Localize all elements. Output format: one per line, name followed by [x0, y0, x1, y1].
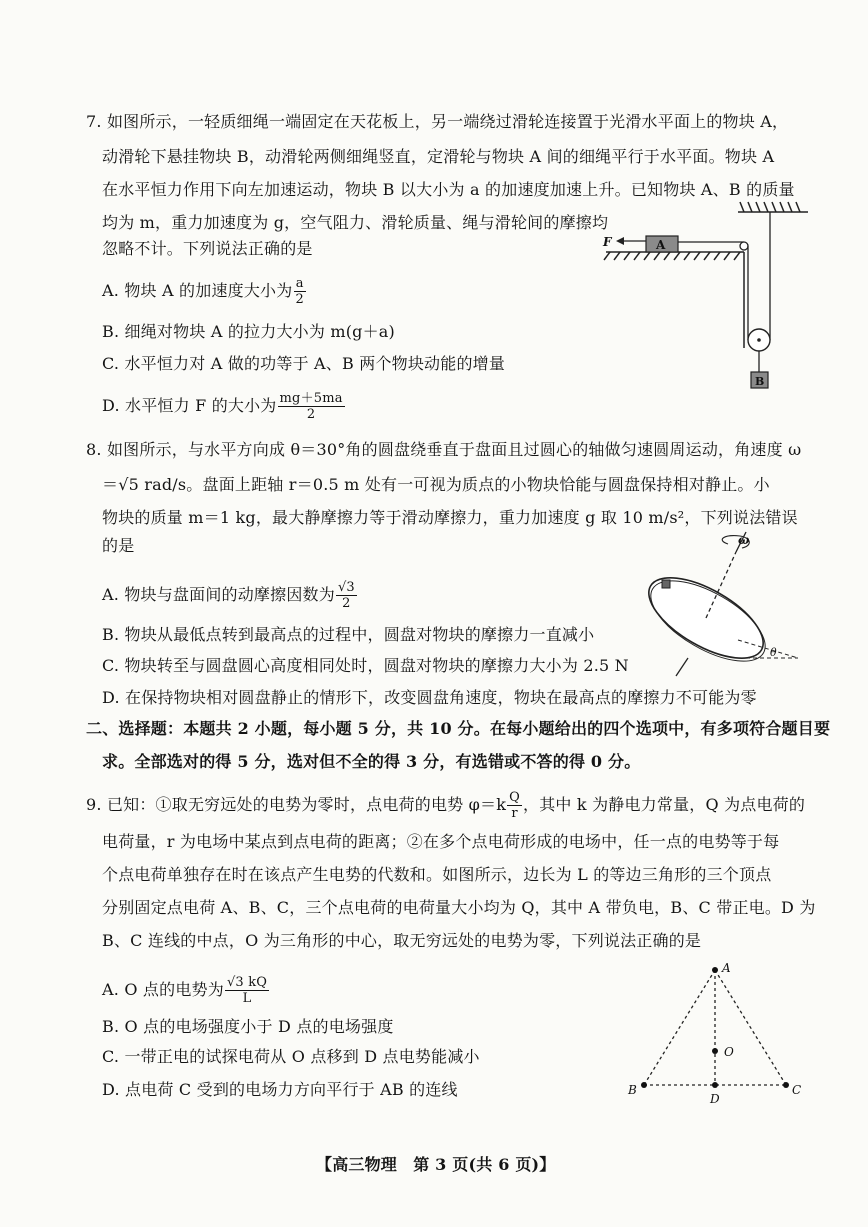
q9-stem-text-b: ，其中 k 为静电力常量，Q 为点电荷的	[523, 795, 806, 814]
omega-label: ω	[738, 533, 750, 547]
q8-option-d: D. 在保持物块相对圆盘静止的情形下，改变圆盘角速度，物块在最高点的摩擦力不可能为零	[102, 688, 757, 707]
page-footer: 【高三物理 第 3 页(共 6 页)】	[316, 1155, 556, 1174]
q8-disk-figure	[628, 530, 803, 680]
q9-stem-line-5: B、C 连线的中点，O 为三角形的中心，取无穷远处的电势为零，下列说法正确的是	[102, 931, 702, 950]
section-2-heading-line-1: 二、选择题：本题共 2 小题，每小题 5 分，共 10 分。在每小题给出的四个选项中，有多项符合题目要	[86, 719, 831, 738]
q9-option-a-text: A. O 点的电势为	[102, 980, 224, 999]
q9-option-c: C. 一带正电的试探电荷从 O 点移到 D 点电势能减小	[102, 1047, 480, 1066]
q9-stem-line-2: 电荷量，r 为电场中某点到点电荷的距离；②在多个点电荷形成的电场中，任一点的电势等于每	[102, 832, 780, 851]
q8-option-a-text: A. 物块与盘面间的动摩擦因数为	[102, 585, 335, 604]
fixed-pulley	[740, 242, 748, 250]
q9-potential-denominator: r	[511, 806, 518, 821]
q8-option-a-fraction	[336, 580, 357, 611]
q7-option-a-text: A. 物块 A 的加速度大小为	[102, 281, 293, 300]
q8-option-b: B. 物块从最低点转到最高点的过程中，圆盘对物块的摩擦力一直减小	[102, 625, 595, 644]
q7-stem-line-4: 均为 m，重力加速度为 g，空气阻力、滑轮质量、绳与滑轮间的摩擦均	[102, 213, 609, 232]
q7-option-c: C. 水平恒力对 A 做的功等于 A、B 两个物块动能的增量	[102, 354, 506, 373]
q8-stem-line-3: 物块的质量 m＝1 kg，最大静摩擦力等于滑动摩擦力，重力加速度 g 取 10 m/s²，下列说法错误	[102, 508, 798, 527]
rotation-axis-lower	[676, 658, 688, 676]
small-block	[662, 580, 670, 588]
q7-option-a-numerator: a	[295, 276, 304, 291]
q7-pulley-figure	[598, 198, 808, 398]
q9-potential-numerator: Q	[509, 790, 520, 805]
q8-stem-line-4: 的是	[102, 536, 135, 555]
q7-stem-line-2: 动滑轮下悬挂物块 B，动滑轮两侧细绳竖直，定滑轮与物块 A 间的细绳平行于水平面。物块 A	[102, 147, 775, 166]
edge-ac	[715, 970, 786, 1085]
midpoint-d-point	[712, 1082, 718, 1088]
label-b: B	[628, 1083, 637, 1097]
theta-label: θ	[770, 646, 777, 659]
q7-option-a	[102, 276, 307, 307]
q9-option-a-numerator: √3 kQ	[226, 975, 268, 990]
center-o-point	[712, 1048, 718, 1054]
q9-option-b: B. O 点的电场强度小于 D 点的电场强度	[102, 1017, 394, 1036]
q7-option-b: B. 细绳对物块 A 的拉力大小为 m(g＋a)	[102, 322, 395, 341]
movable-pulley-axle	[757, 338, 761, 342]
vertex-c-charge	[783, 1082, 789, 1088]
label-a: A	[722, 961, 731, 975]
block-b-label: B	[755, 375, 765, 388]
q7-option-a-denominator: 2	[295, 292, 304, 307]
vertex-a-charge	[712, 967, 718, 973]
q9-option-a-fraction	[225, 975, 269, 1006]
q7-option-d-text: D. 水平恒力 F 的大小为	[102, 396, 277, 415]
q9-stem-line-1	[86, 790, 805, 821]
q7-option-d-denominator: 2	[306, 407, 316, 422]
q7-option-a-fraction	[293, 276, 305, 307]
force-f-arrowhead	[616, 237, 624, 245]
label-d: D	[710, 1092, 720, 1106]
q9-stem-line-4: 分别固定点电荷 A、B、C，三个点电荷的电荷量大小均为 Q，其中 A 带负电，B、C 带正电。D 为	[102, 898, 816, 917]
q7-stem-line-1: 7. 如图所示，一轻质细绳一端固定在天花板上，另一端绕过滑轮连接置于光滑水平面上的物块 A，	[86, 112, 789, 131]
force-f-label: F	[603, 235, 612, 249]
ceiling	[738, 202, 808, 212]
q8-option-a-numerator: √3	[337, 580, 355, 595]
q8-option-a	[102, 580, 358, 611]
q7-option-d	[102, 391, 346, 422]
q9-stem-line-3: 个点电荷单独存在时在该点产生电势的代数和。如图所示，边长为 L 的等边三角形的三个顶点	[102, 865, 772, 884]
q7-stem-line-3: 在水平恒力作用下向左加速运动，物块 B 以大小为 a 的加速度加速上升。已知物块 A、B 的质量	[102, 180, 795, 199]
table-surface	[604, 252, 744, 348]
q9-stem-text-a: 9. 已知：①取无穷远处的电势为零时，点电荷的电势 φ＝k	[86, 795, 507, 814]
q9-option-a	[102, 975, 270, 1006]
q9-triangle-figure	[624, 958, 810, 1108]
q9-option-d: D. 点电荷 C 受到的电场力方向平行于 AB 的连线	[102, 1080, 458, 1099]
q8-stem-line-1: 8. 如图所示，与水平方向成 θ＝30°角的圆盘绕垂直于盘面且过圆心的轴做匀速圆周运动，角速度 ω	[86, 440, 802, 459]
section-2-heading-line-2: 求。全部选对的得 5 分，选对但不全的得 3 分，有选错或不答的得 0 分。	[102, 752, 641, 771]
q7-option-d-numerator: mg＋5ma	[279, 391, 343, 406]
q9-potential-fraction	[507, 790, 522, 821]
label-o: O	[724, 1045, 734, 1059]
q8-option-c: C. 物块转至与圆盘圆心高度相同处时，圆盘对物块的摩擦力大小为 2.5 N	[102, 656, 629, 675]
block-a-label: A	[656, 238, 666, 252]
q8-option-a-denominator: 2	[342, 596, 351, 611]
edge-ab	[644, 970, 715, 1085]
q7-stem-line-5: 忽略不计。下列说法正确的是	[102, 239, 313, 258]
q8-stem-line-2: ＝√5 rad/s。盘面上距轴 r＝0.5 m 处有一可视为质点的小物块恰能与圆盘保持相对静止。小	[102, 475, 770, 494]
vertex-b-charge	[641, 1082, 647, 1088]
label-c: C	[792, 1083, 802, 1097]
q9-option-a-denominator: L	[242, 991, 252, 1006]
q7-option-d-fraction	[278, 391, 345, 422]
